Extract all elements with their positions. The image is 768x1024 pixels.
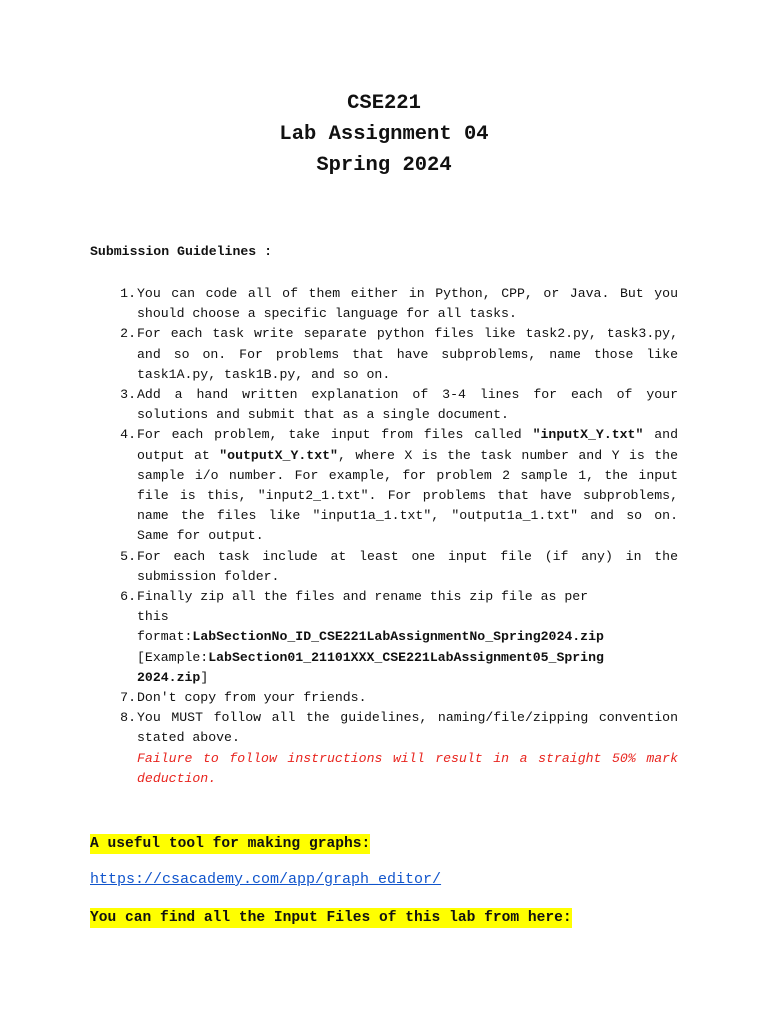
graph-editor-link[interactable]: https://csacademy.com/app/graph_editor/ (90, 871, 442, 888)
list-text: You can code all of them either in Python, CPP, or Java. But you should choose a specific language for all tasks. (137, 286, 678, 322)
list-item (90, 425, 678, 546)
format-label: format: (137, 629, 193, 645)
list-text: For each task write separate python files like task2.py, task3.py, and so on. For problems that have subproblems, name those like task1A.py, task1B.py, and so on. (137, 326, 678, 382)
text-part: , where X is the task number and Y is the sample i/o number. For example, for problem 2 sample 1, the input file is this, "input2_1.txt". For problems that have subproblems, name the files like "input1a_1.txt", "output1a_1.txt" and so on. Same for output. (137, 447, 678, 544)
list-number: 6. (120, 589, 136, 605)
example-close: ] (200, 669, 209, 685)
list-item (90, 284, 678, 324)
list-text (137, 587, 678, 688)
tool-heading: A useful tool for making graphs: (90, 836, 371, 852)
list-number: 2. (120, 326, 136, 342)
course-code: CSE221 (347, 92, 421, 115)
term: Spring 2024 (316, 154, 452, 177)
document-title (0, 88, 768, 181)
warning-text: Failure to follow instructions will result in a straight 50% mark deduction. (137, 750, 678, 786)
list-text: Add a hand written explanation of 3-4 lines for each of your solutions and submit that as a single document. (137, 387, 678, 423)
format-line (137, 627, 678, 647)
list-text (137, 425, 678, 546)
list-number: 7. (120, 690, 136, 706)
input-filename-pattern: "inputX_Y.txt" (532, 427, 644, 443)
list-item (90, 587, 678, 688)
text-part: and output at (137, 427, 679, 463)
list-item (90, 385, 678, 425)
zip-format-pattern: LabSectionNo_ID_CSE221LabAssignmentNo_Spring2024.zip (192, 629, 604, 645)
example-line (137, 668, 678, 688)
list-number: 4. (120, 427, 136, 443)
text-line: Finally zip all the files and rename this zip file as per (137, 589, 589, 605)
list-number: 3. (120, 387, 136, 403)
list-item (90, 708, 678, 789)
submission-guidelines-heading: Submission Guidelines : (90, 244, 273, 259)
list-number: 1. (120, 286, 136, 301)
list-item (90, 688, 678, 708)
zip-example-name-cont: 2024.zip (137, 669, 201, 685)
text-line: this (137, 609, 169, 625)
list-item (90, 324, 678, 385)
assignment-name: Lab Assignment 04 (279, 123, 489, 146)
input-files-heading: You can find all the Input Files of this lab from here: (90, 910, 572, 926)
list-text: For each task include at least one input file (if any) in the submission folder. (137, 548, 678, 584)
list-number: 8. (120, 710, 136, 726)
list-text (137, 708, 678, 789)
example-line (137, 648, 678, 668)
text-line: You MUST follow all the guidelines, naming/file/zipping convention stated above. (137, 710, 678, 746)
text-part: For each problem, take input from files called (137, 427, 533, 443)
list-item (90, 547, 678, 587)
list-number: 5. (120, 548, 136, 564)
zip-example-name: LabSection01_21101XXX_CSE221LabAssignment05_Spring (208, 649, 604, 665)
example-open: [Example: (137, 649, 209, 665)
guidelines-list (90, 284, 678, 789)
list-text: Don't copy from your friends. (137, 690, 367, 706)
output-filename-pattern: "outputX_Y.txt" (219, 447, 338, 463)
